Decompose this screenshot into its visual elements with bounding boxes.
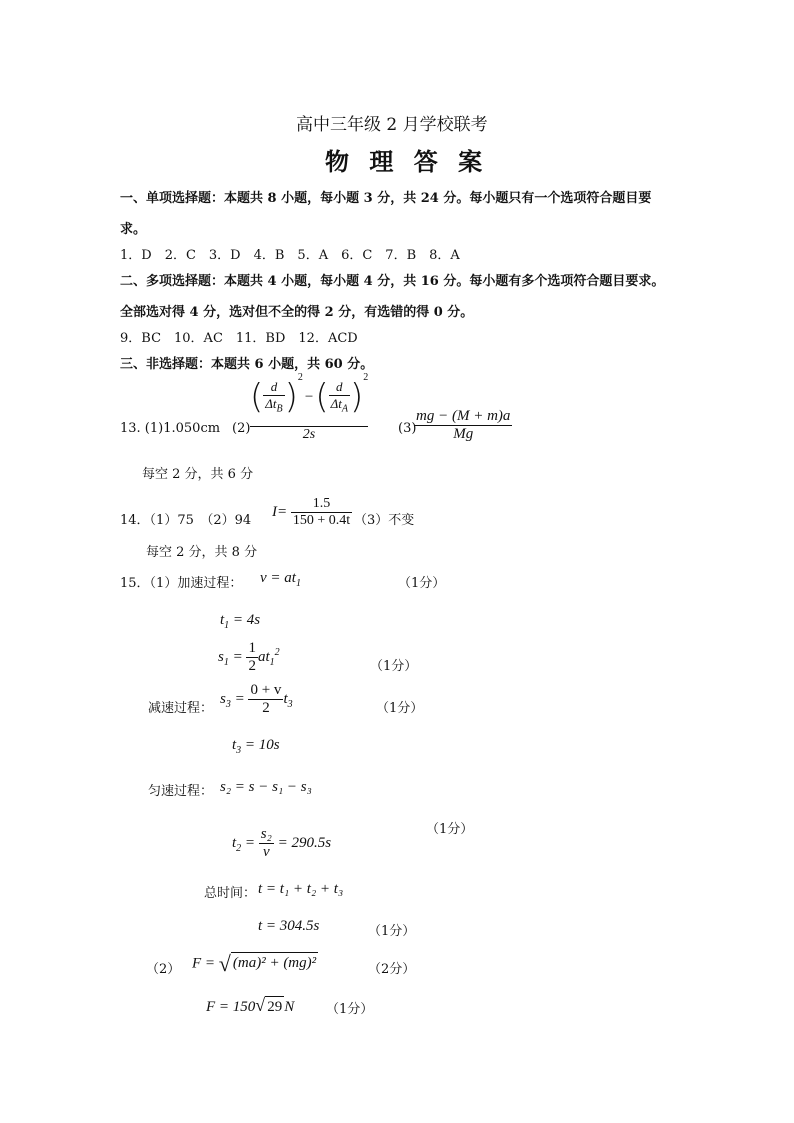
q15-part1-label: 15．（1）加速过程： [120, 576, 243, 591]
q15-score6: （2分） [368, 962, 416, 977]
q15-eq10: F = √ (ma)² + (mg)² [192, 951, 317, 976]
q15-score1: （1分） [398, 576, 446, 591]
exam-subtitle: 高中三年级 2 月学校联考 [296, 115, 488, 135]
page-title: 物 理 答 案 [325, 147, 489, 176]
q15-eq3: $s_1$ = $\frac{1}{2}$ $at_1^2$ [218, 640, 280, 674]
q15-eq11: F = 150√ 29 N [206, 995, 295, 1015]
q13-score: 每空 2 分，共 6 分 [142, 467, 254, 482]
q15-total-label: 总时间： [204, 886, 257, 901]
q14-part3: （3）不变 [354, 513, 415, 528]
section2-heading-line2: 全部选对得 4 分，选对但不全的得 2 分，有选错的得 0 分。 [120, 305, 474, 320]
q15-eq4: $s_3$ = $\frac{0 + v}{2}$ $t_3$ [220, 682, 293, 716]
q15-uniform-label: 匀速过程： [148, 784, 214, 799]
section1-answers: 1．D 2．C 3．D 4．B 5．A 6．C 7．B 8．A [120, 248, 460, 263]
q13-part1: 13. (1)1.050cm [120, 421, 221, 436]
q15-eq9: t = 304.5s [258, 918, 320, 934]
q13-part3-formula: $\frac{mg - (M + m)a}{Mg}$ [416, 408, 511, 442]
q15-score4: （1分） [426, 822, 474, 837]
q14-formula: I= $\frac{1.5}{150 + 0.4t}$ [272, 496, 351, 528]
q15-score2: （1分） [370, 659, 418, 674]
q14-answers: 14．（1）75 （2）94 [120, 513, 252, 528]
section2-answers: 9．BC 10．AC 11．BD 12．ACD [120, 331, 358, 346]
section2-heading-line1: 二、多项选择题：本题共 4 小题，每小题 4 分，共 16 分。每小题有多个选项符合题目要求。 [120, 274, 665, 289]
q15-eq2: $t_1 = 4s$ [220, 612, 261, 631]
q15-score7: （1分） [326, 1002, 374, 1017]
q14-score: 每空 2 分，共 8 分 [146, 545, 258, 560]
q15-eq8: t = t₁ + t₂ + t₃ [258, 881, 344, 897]
section3-heading: 三、非选择题：本题共 6 小题，共 60 分。 [120, 357, 374, 372]
q13-part3-label: (3) [398, 421, 417, 436]
q15-score3: （1分） [376, 701, 424, 716]
q15-score5: （1分） [368, 924, 416, 939]
section1-heading-line2: 求。 [120, 222, 147, 237]
q15-eq7: $t_2$ = $\frac{\text{s₂}}{v}$ = 290.5s [232, 826, 332, 860]
q15-part2-label: （2） [146, 962, 181, 977]
q15-eq5: $t_3 = 10s$ [232, 737, 280, 756]
q15-decel-label: 减速过程： [148, 701, 214, 716]
section1-heading-line1: 一、单项选择题：本题共 8 小题，每小题 3 分，共 24 分。每小题只有一个选项符合题目要 [120, 191, 652, 206]
q13-part2-formula: ( $\frac{d}{\Delta t_B}$ ) $^2$ − ( $\frac{d}{\Delta t_A}$ ) $^2$ 2s [250, 372, 369, 442]
q15-eq6: s₂ = s − s₁ − s₃ [220, 779, 312, 795]
q13-part2-label: (2) [232, 421, 251, 436]
q15-eq1: $v = at_1$ [260, 570, 301, 589]
